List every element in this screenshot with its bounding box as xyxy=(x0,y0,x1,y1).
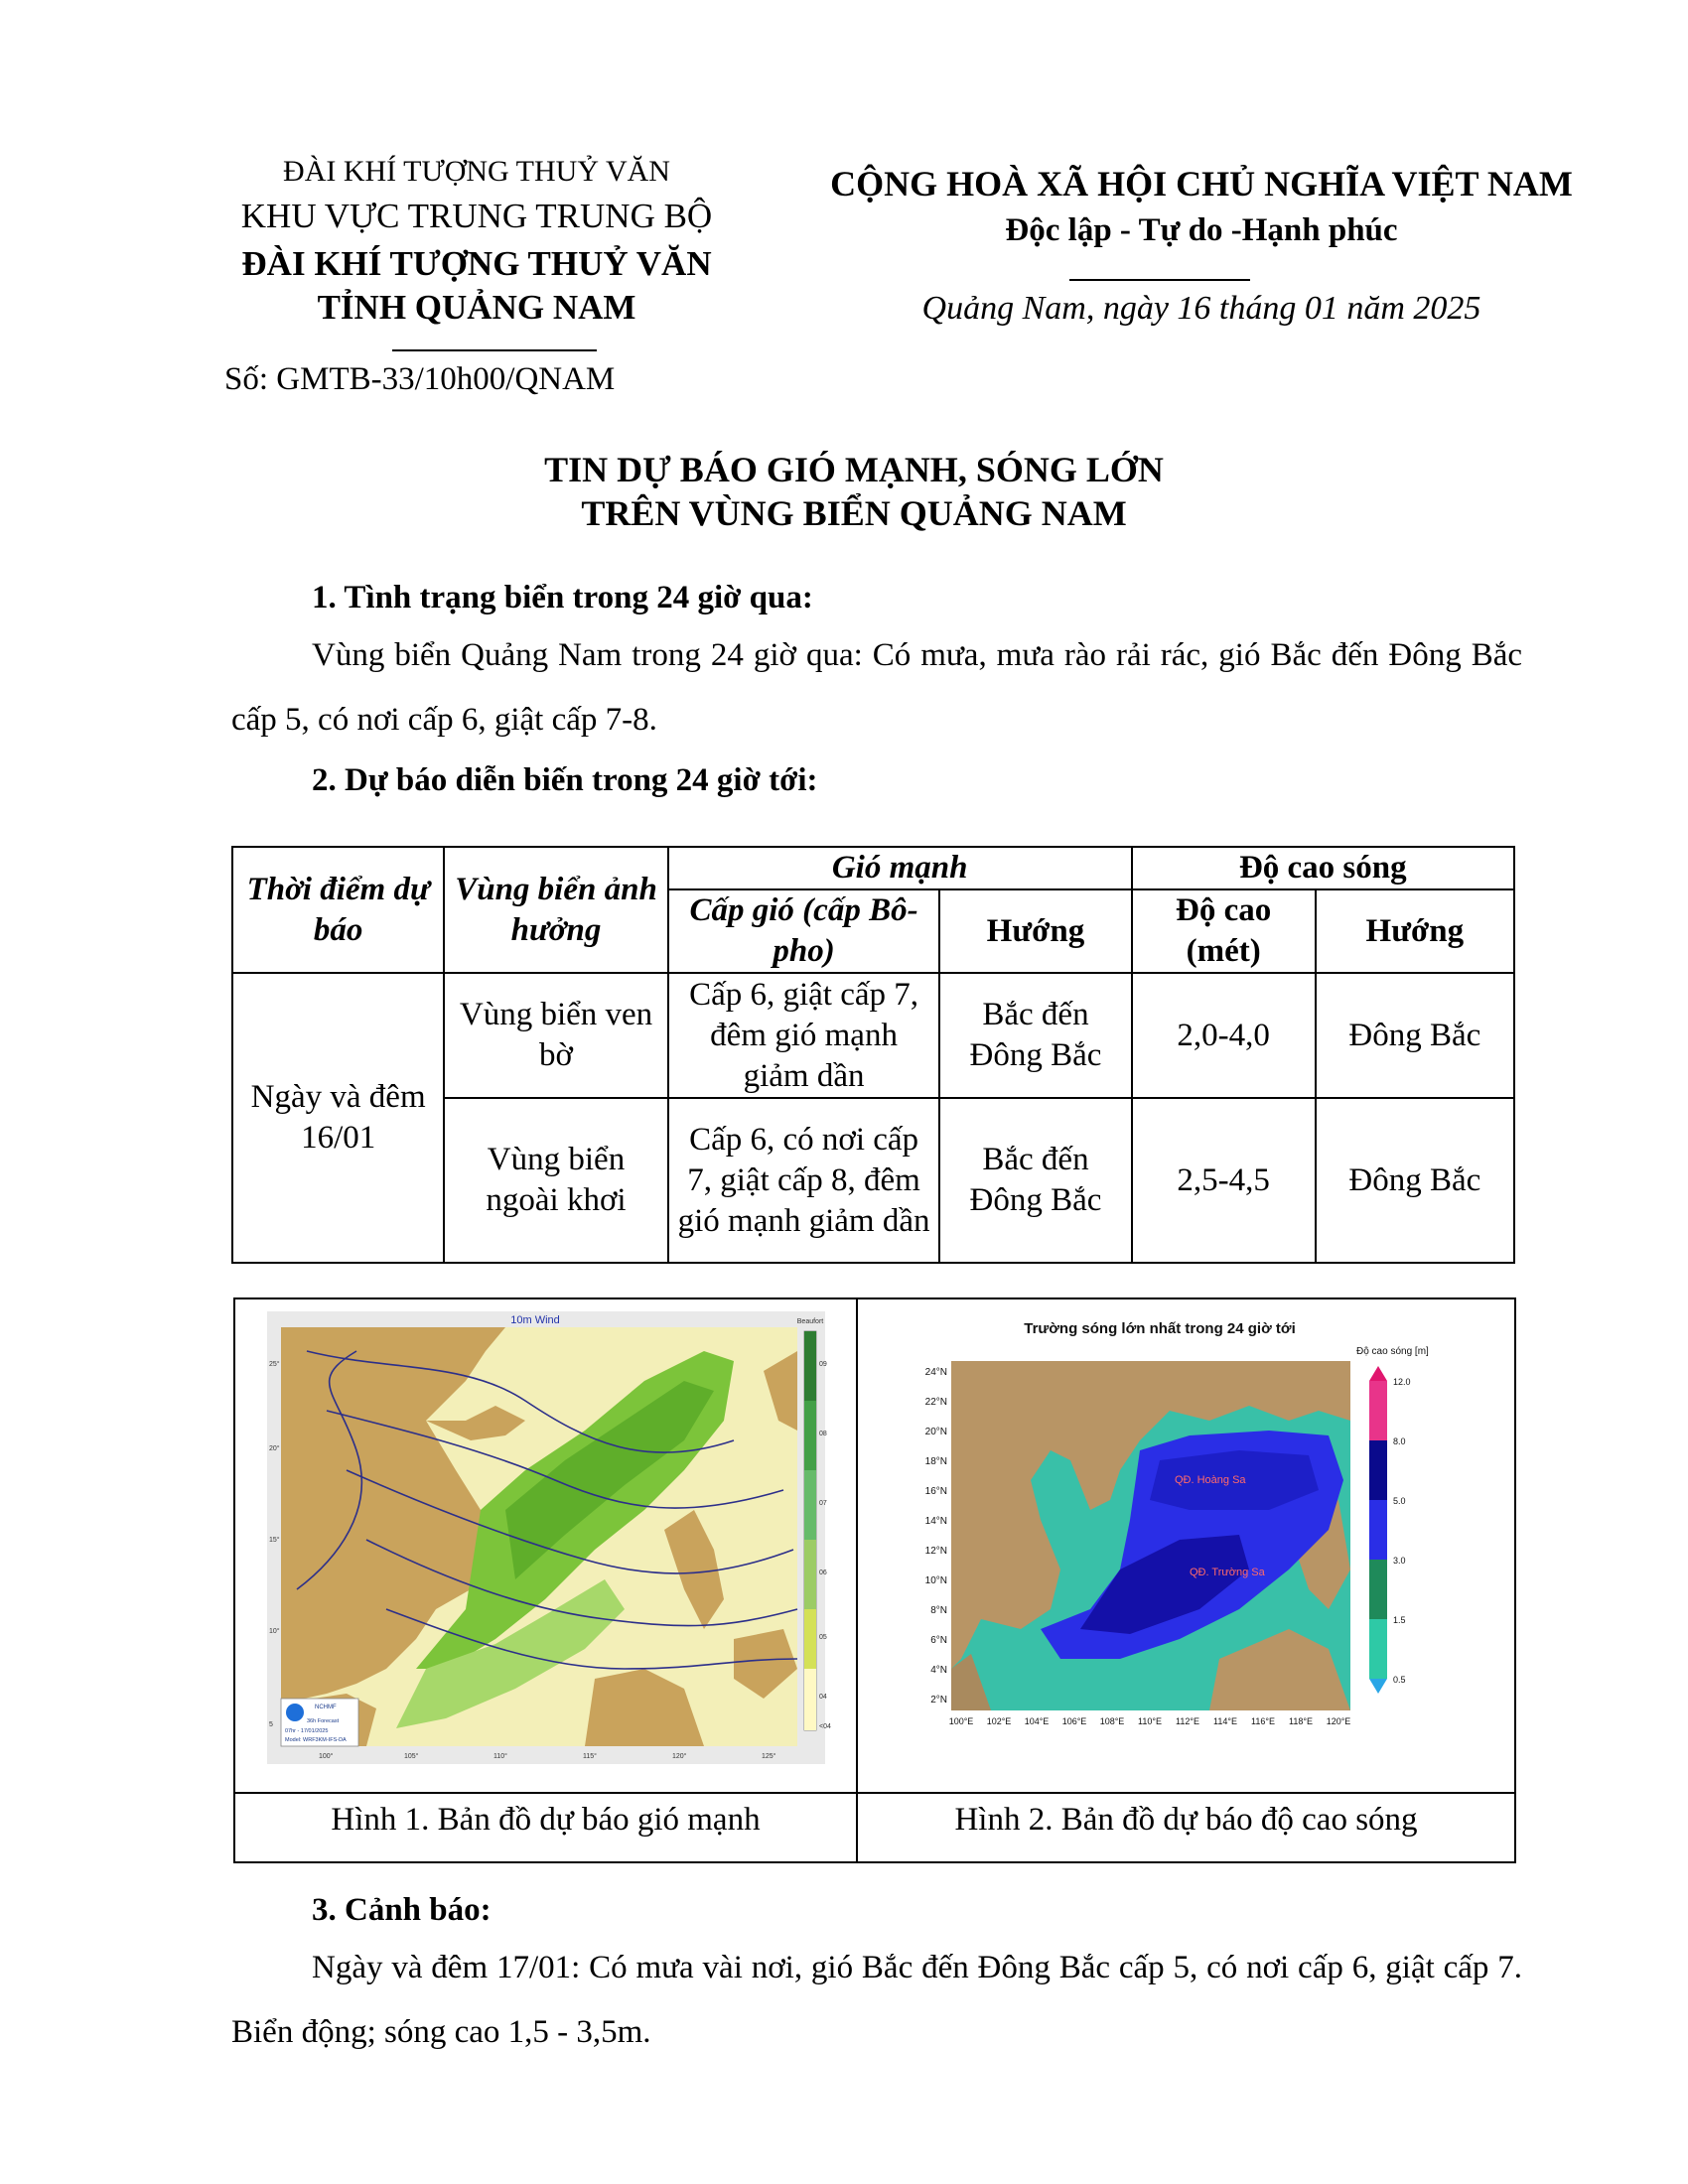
svg-text:18°N: 18°N xyxy=(924,1456,947,1467)
svg-text:110°E: 110°E xyxy=(1138,1716,1162,1726)
header-wind-direction: Hướng xyxy=(939,889,1131,973)
svg-text:20°N: 20°N xyxy=(924,1427,947,1437)
svg-text:106°E: 106°E xyxy=(1061,1716,1087,1726)
table-row xyxy=(232,973,1514,1098)
svg-text:QĐ. Hoàng Sa: QĐ. Hoàng Sa xyxy=(1175,1474,1246,1486)
svg-text:5: 5 xyxy=(269,1721,273,1728)
svg-text:07: 07 xyxy=(819,1500,827,1507)
svg-text:Trường sóng lớn nhất trong 24: Trường sóng lớn nhất trong 24 giờ tới xyxy=(1024,1320,1296,1337)
svg-text:<04: <04 xyxy=(819,1723,831,1730)
cell-wind-direction: Bắc đến Đông Bắc xyxy=(939,973,1131,1098)
wave-forecast-map xyxy=(892,1311,1477,1748)
svg-text:Beaufort: Beaufort xyxy=(796,1318,824,1325)
header-wave-direction: Hướng xyxy=(1316,889,1514,973)
cell-forecast-time: Ngày và đêm 16/01 xyxy=(232,973,444,1263)
svg-text:105°: 105° xyxy=(404,1753,419,1760)
svg-text:125°: 125° xyxy=(762,1753,776,1760)
svg-text:Model: WRF3KM-IFS-DA: Model: WRF3KM-IFS-DA xyxy=(285,1737,347,1743)
header-sea-area: Vùng biển ảnh hưởng xyxy=(444,847,667,973)
agency-name: ĐÀI KHÍ TƯỢNG THUỶ VĂN xyxy=(241,244,712,283)
figures-divider xyxy=(856,1299,858,1861)
figures-box xyxy=(233,1297,1516,1863)
svg-text:115°: 115° xyxy=(583,1753,597,1760)
svg-text:116°E: 116°E xyxy=(1251,1716,1275,1726)
svg-text:8.0: 8.0 xyxy=(1393,1436,1406,1446)
header-wave-height: Độ cao sóng xyxy=(1132,847,1514,889)
svg-text:110°: 110° xyxy=(493,1753,507,1760)
svg-text:112°E: 112°E xyxy=(1176,1716,1199,1726)
cell-wind-level: Cấp 6, có nơi cấp 7, giật cấp 8, đêm gió mạnh giảm dần xyxy=(668,1098,940,1263)
section3-text: Ngày và đêm 17/01: Có mưa vài nơi, gió Bắc đến Đông Bắc cấp 5, có nơi cấp 6, giật cấp 7. Biển động; sóng cao 1,5 - 3,5m. xyxy=(231,1950,1522,2050)
svg-text:22°N: 22°N xyxy=(924,1397,947,1408)
place-date: Quảng Nam, ngày 16 tháng 01 năm 2025 xyxy=(921,290,1481,327)
svg-text:100°E: 100°E xyxy=(948,1716,974,1726)
svg-text:1.5: 1.5 xyxy=(1393,1615,1406,1625)
section2-heading: 2. Dự báo diễn biến trong 24 giờ tới: xyxy=(312,762,818,798)
section1-text: Vùng biển Quảng Nam trong 24 giờ qua: Có mưa, mưa rào rải rác, gió Bắc đến Đông Bắc cấp 5, có nơi cấp 6, giật cấp 7-8. xyxy=(231,637,1522,738)
cell-wave-direction: Đông Bắc xyxy=(1316,973,1514,1098)
svg-text:25°: 25° xyxy=(269,1361,280,1368)
svg-text:09: 09 xyxy=(819,1361,827,1368)
svg-text:12.0: 12.0 xyxy=(1393,1377,1411,1387)
motto: Độc lập - Tự do -Hạnh phúc xyxy=(1005,212,1398,248)
svg-text:05: 05 xyxy=(819,1634,827,1641)
svg-text:10m Wind: 10m Wind xyxy=(510,1314,560,1326)
cell-wind-level: Cấp 6, giật cấp 7, đêm gió mạnh giảm dần xyxy=(668,973,940,1098)
cell-area: Vùng biển ngoài khơi xyxy=(444,1098,667,1263)
svg-text:QĐ. Trường Sa: QĐ. Trường Sa xyxy=(1190,1567,1265,1578)
cell-area: Vùng biển ven bờ xyxy=(444,973,667,1098)
svg-text:4°N: 4°N xyxy=(930,1665,947,1676)
header-left-rule xyxy=(392,349,597,351)
header-right-rule xyxy=(1069,279,1250,281)
svg-text:06: 06 xyxy=(819,1570,827,1576)
cell-wave-direction: Đông Bắc xyxy=(1316,1098,1514,1263)
svg-text:102°E: 102°E xyxy=(986,1716,1012,1726)
svg-text:108°E: 108°E xyxy=(1099,1716,1125,1726)
svg-text:0.5: 0.5 xyxy=(1393,1675,1406,1685)
svg-text:36h Forecast: 36h Forecast xyxy=(307,1718,340,1724)
figure2-caption: Hình 2. Bản đồ dự báo độ cao sóng xyxy=(954,1802,1418,1838)
header-wind-level: Cấp gió (cấp Bô-pho) xyxy=(668,889,940,973)
header-strong-wind: Gió mạnh xyxy=(668,847,1132,889)
svg-text:04: 04 xyxy=(819,1694,827,1701)
agency-region: KHU VỰC TRUNG TRUNG BỘ xyxy=(240,197,713,235)
svg-text:16°N: 16°N xyxy=(924,1486,947,1497)
document-title-line2: TRÊN VÙNG BIỂN QUẢNG NAM xyxy=(581,493,1127,533)
section3-heading: 3. Cảnh báo: xyxy=(312,1892,492,1928)
svg-text:6°N: 6°N xyxy=(930,1635,947,1646)
document-number: Số: GMTB-33/10h00/QNAM xyxy=(224,361,616,397)
wind-forecast-map xyxy=(267,1311,831,1764)
header-forecast-time: Thời điểm dự báo xyxy=(232,847,444,973)
header-height-m: Độ cao (mét) xyxy=(1132,889,1316,973)
svg-text:5.0: 5.0 xyxy=(1393,1496,1406,1506)
svg-text:20°: 20° xyxy=(269,1445,280,1452)
caption-rule xyxy=(235,1792,1514,1794)
svg-text:15°: 15° xyxy=(269,1537,280,1544)
document-title-line1: TIN DỰ BÁO GIÓ MẠNH, SÓNG LỚN xyxy=(544,450,1164,489)
svg-text:8°N: 8°N xyxy=(930,1605,947,1616)
cell-wave-height: 2,0-4,0 xyxy=(1132,973,1316,1098)
figure1-caption: Hình 1. Bản đồ dự báo gió mạnh xyxy=(331,1802,761,1838)
svg-text:10°N: 10°N xyxy=(924,1575,947,1586)
svg-text:Độ cao sóng [m]: Độ cao sóng [m] xyxy=(1356,1346,1429,1357)
svg-text:10°: 10° xyxy=(269,1628,280,1635)
svg-text:118°E: 118°E xyxy=(1289,1716,1313,1726)
svg-text:24°N: 24°N xyxy=(924,1367,947,1378)
cell-wave-height: 2,5-4,5 xyxy=(1132,1098,1316,1263)
svg-text:3.0: 3.0 xyxy=(1393,1556,1406,1566)
forecast-table xyxy=(231,846,1515,1264)
svg-text:2°N: 2°N xyxy=(930,1695,947,1706)
agency-parent: ĐÀI KHÍ TƯỢNG THUỶ VĂN xyxy=(283,155,670,188)
section1-heading: 1. Tình trạng biển trong 24 giờ qua: xyxy=(312,580,813,615)
agency-province: TỈNH QUẢNG NAM xyxy=(317,288,636,327)
svg-text:12°N: 12°N xyxy=(924,1546,947,1557)
svg-text:14°N: 14°N xyxy=(924,1516,947,1527)
svg-text:08: 08 xyxy=(819,1431,827,1437)
cell-wind-direction: Bắc đến Đông Bắc xyxy=(939,1098,1131,1263)
svg-text:120°: 120° xyxy=(672,1753,687,1760)
svg-text:NCHMF: NCHMF xyxy=(315,1705,337,1710)
svg-text:104°E: 104°E xyxy=(1024,1716,1050,1726)
svg-text:114°E: 114°E xyxy=(1213,1716,1237,1726)
svg-text:120°E: 120°E xyxy=(1326,1716,1351,1726)
nation-name: CỘNG HOÀ XÃ HỘI CHỦ NGHĨA VIỆT NAM xyxy=(830,164,1573,204)
svg-text:07hr - 17/01/2025: 07hr - 17/01/2025 xyxy=(285,1728,329,1734)
svg-text:100°: 100° xyxy=(319,1753,334,1760)
